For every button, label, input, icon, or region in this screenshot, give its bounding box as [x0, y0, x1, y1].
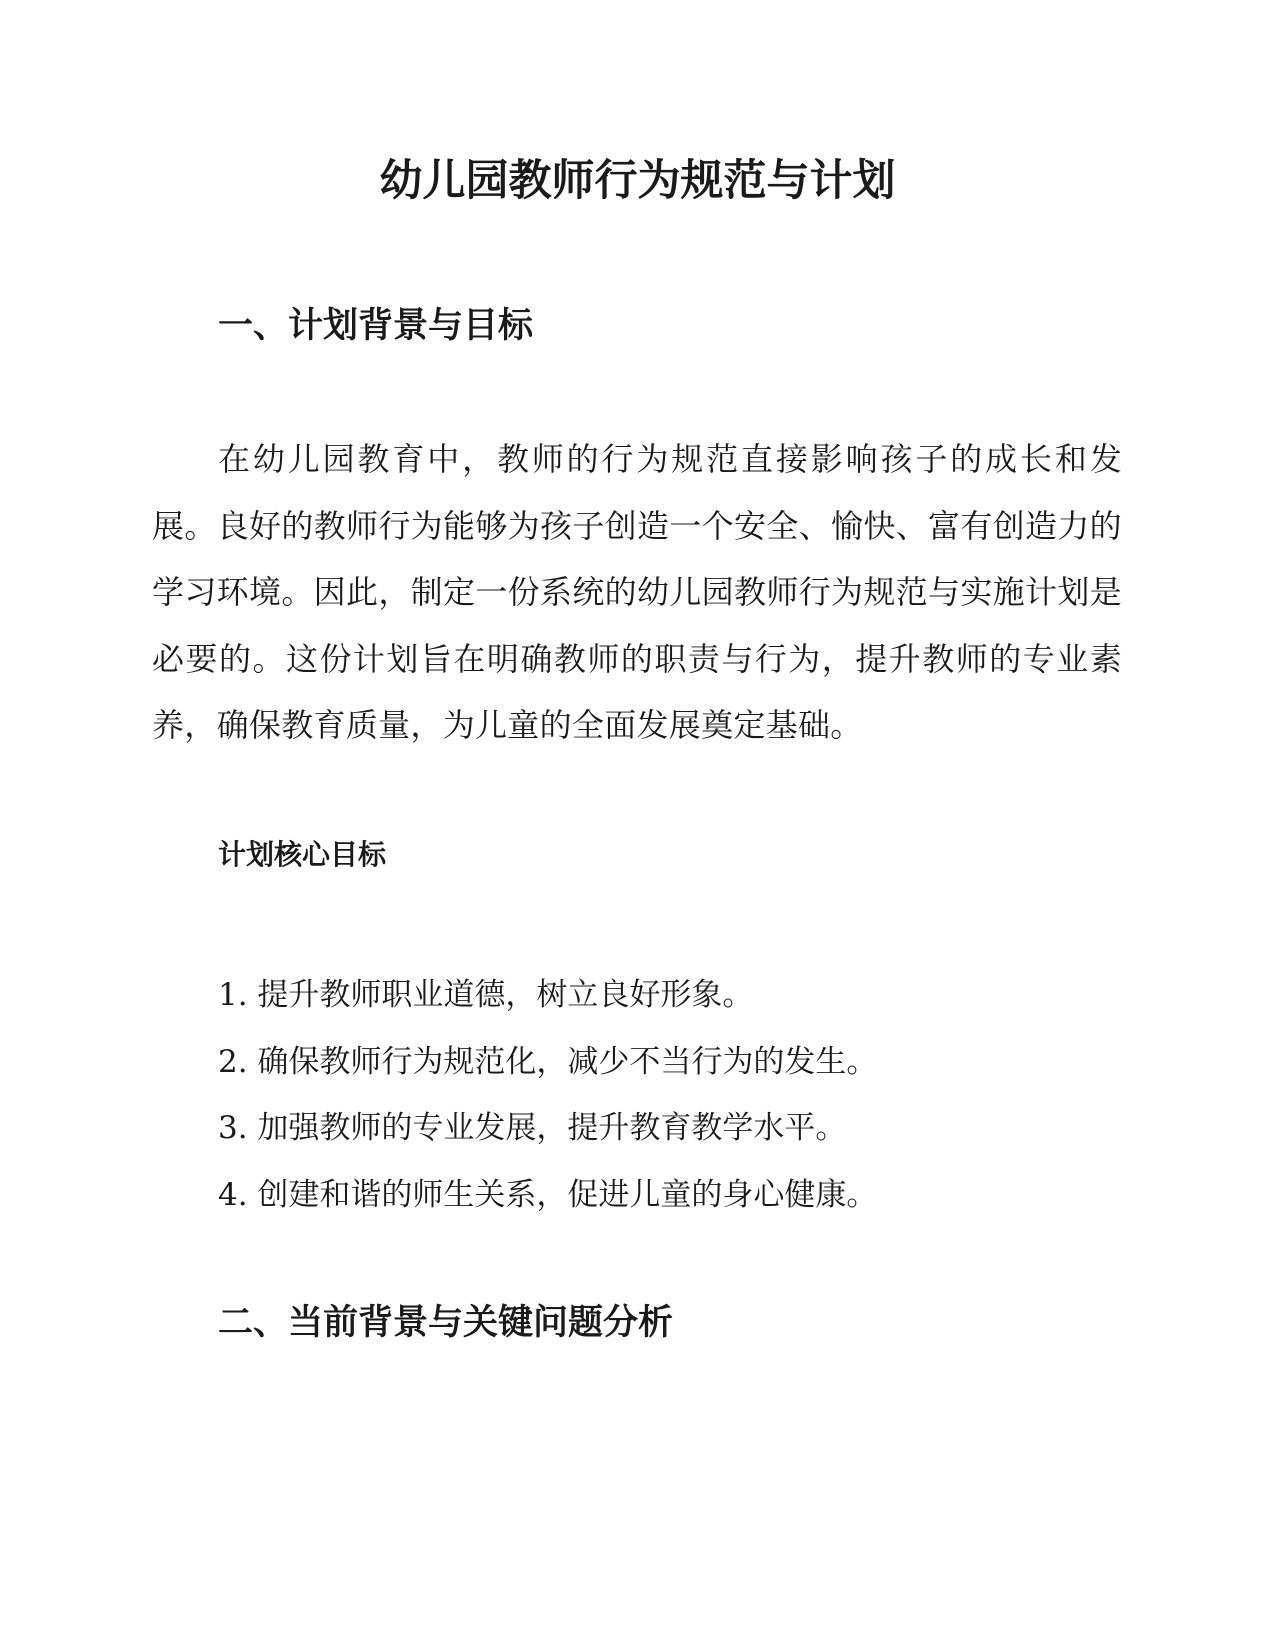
document-title: 幼儿园教师行为规范与计划	[379, 156, 896, 206]
section-heading-background-goals: 一、计划背景与目标	[218, 306, 534, 346]
goal-item: 2. 确保教师行为规范化，减少不当行为的发生。	[218, 1043, 878, 1080]
core-goals-list	[218, 962, 877, 1228]
background-paragraph: 在幼儿园教育中，教师的行为规范直接影响孩子的成长和发展。良好的教师行为能够为孩子创造一个安全、愉快、富有创造力的学习环境。因此，制定一份系统的幼儿园教师行为规范与实施计划是必要的。这份计划旨在明确教师的职责与行为，提升教师的专业素养，确保教育质量，为儿童的全面发展奠定基础。	[152, 440, 1122, 744]
section-heading-analysis: 二、当前背景与关键问题分析	[218, 1303, 674, 1343]
goal-item: 1. 提升教师职业道德，树立良好形象。	[218, 977, 754, 1013]
goal-item: 3. 加强教师的专业发展，提升教育教学水平。	[218, 1110, 847, 1146]
goal-item: 4. 创建和谐的师生关系，促进儿童的身心健康。	[218, 1176, 878, 1213]
core-goals-subheading: 计划核心目标	[218, 838, 387, 871]
